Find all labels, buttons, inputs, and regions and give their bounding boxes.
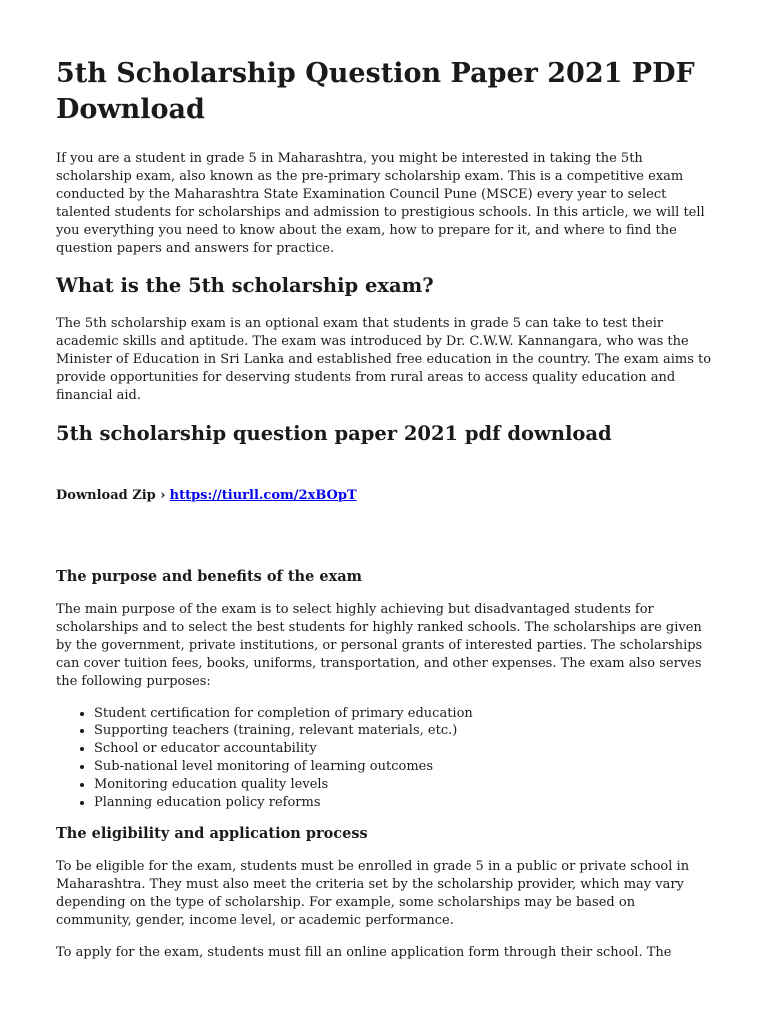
exam-section-heading: What is the 5th scholarship exam?	[56, 274, 434, 298]
purpose-section-paragraph: The main purpose of the exam is to select highly achieving but disadvantaged students for scholarships and to select the best students for highly ranked schools. The scholarships are given by the government, private institutions, or personal grants of interested parties. The scholarships can cover tuition fees, books, uniforms, transportation, and other expenses. The exam also serves the following purposes:	[56, 601, 703, 689]
list-item: • Sub-national level monitoring of learning outcomes	[94, 758, 714, 776]
purpose-list	[56, 705, 714, 812]
eligibility-paragraph-2: To apply for the exam, students must fill an online application form through their school. The	[56, 944, 672, 960]
list-item: • School or educator accountability	[94, 740, 714, 758]
list-item: • Planning education policy reforms	[94, 794, 714, 812]
list-item: • Monitoring education quality levels	[94, 776, 714, 794]
eligibility-paragraph-1: To be eligible for the exam, students must be enrolled in grade 5 in a public or private school in Maharashtra. They must also meet the criteria set by the scholarship provider, which may vary depending on the type of scholarship. For example, some scholarships may be based on community, gender, income level, or academic performance.	[56, 858, 690, 928]
download-link[interactable]: https://tiurll.com/2xBOpT	[169, 487, 357, 503]
download-section-heading: 5th scholarship question paper 2021 pdf download	[56, 421, 612, 445]
eligibility-section-heading: The eligibility and application process	[56, 824, 368, 842]
list-item: • Student certification for completion of primary education	[94, 705, 714, 723]
purpose-section-heading: The purpose and benefits of the exam	[56, 567, 362, 585]
intro-paragraph: If you are a student in grade 5 in Maharashtra, you might be interested in taking the 5th scholarship exam, also known as the pre-primary scholarship exam. This is a competitive exam conducted by the Maharashtra State Examination Council Pune (MSCE) every year to select talented students for scholarships and admission to prestigious schools. In this article, we will tell you everything you need to know about the exam, how to prepare for it, and where to find the question papers and answers for practice.	[56, 151, 705, 256]
list-item: • Supporting teachers (training, relevant materials, etc.)	[94, 722, 714, 740]
page-title: 5th Scholarship Question Paper 2021 PDF Download	[56, 58, 695, 125]
download-line	[56, 487, 714, 505]
download-label: Download Zip ›	[56, 487, 166, 503]
exam-section-paragraph: The 5th scholarship exam is an optional exam that students in grade 5 can take to test their academic skills and aptitude. The exam was introduced by Dr. C.W.W. Kannangara, who was the Minister of Education in Sri Lanka and established free education in the country. The exam aims to provide opportunities for deserving students from rural areas to access quality education and financial aid.	[56, 316, 712, 404]
